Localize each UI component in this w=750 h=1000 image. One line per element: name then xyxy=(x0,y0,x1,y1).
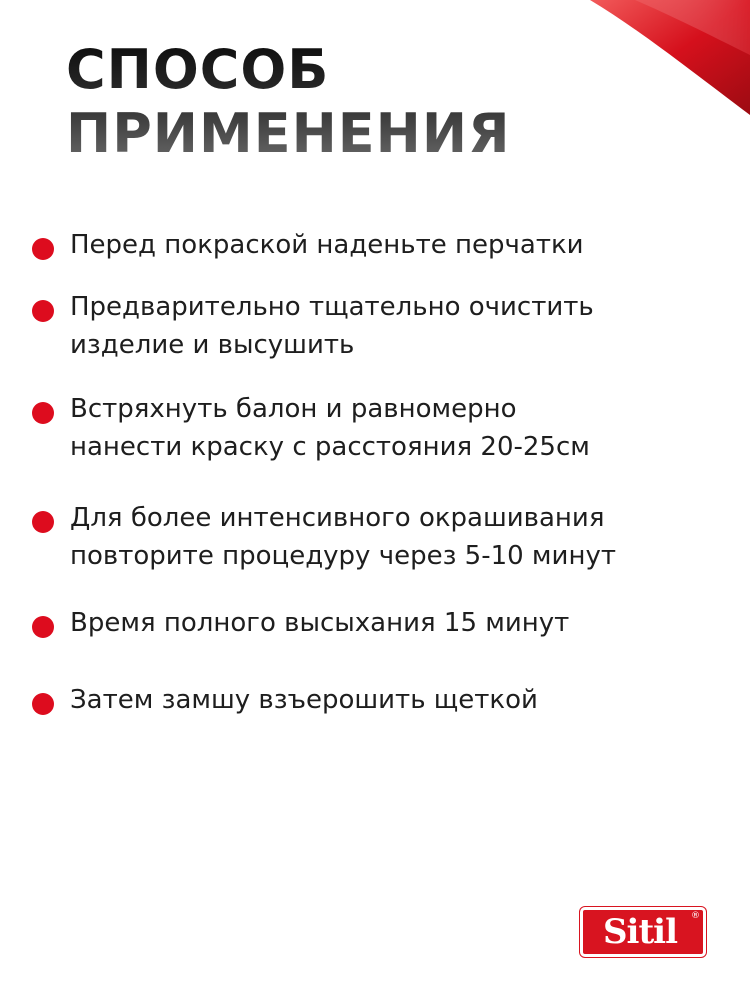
instruction-text xyxy=(70,604,710,642)
red-dot-icon xyxy=(32,238,54,260)
instruction-line: Затем замшу взъерошить щеткой xyxy=(70,685,538,715)
instruction-text xyxy=(70,288,710,364)
instruction-line: Для более интенсивного окрашивания xyxy=(70,503,605,533)
instruction-line: Предварительно тщательно очистить xyxy=(70,292,594,322)
red-dot-icon xyxy=(32,402,54,424)
sitil-logo xyxy=(580,907,706,957)
instruction-text xyxy=(70,226,710,264)
page-title xyxy=(66,38,511,166)
red-dot-icon xyxy=(32,616,54,638)
instruction-text xyxy=(70,499,710,575)
red-dot-icon xyxy=(32,300,54,322)
title-line-2: ПРИМЕНЕНИЯ xyxy=(66,102,511,165)
instruction-line: нанести краску с расстояния 20-25см xyxy=(70,432,590,462)
instruction-line: Перед покраской наденьте перчатки xyxy=(70,230,584,260)
instruction-line: повторите процедуру через 5-10 минут xyxy=(70,541,616,571)
instruction-text xyxy=(70,390,710,466)
red-dot-icon xyxy=(32,693,54,715)
logo-wordmark: Sitil xyxy=(602,912,677,952)
instruction-line: Встряхнуть балон и равномерно xyxy=(70,394,517,424)
title-line-1: СПОСОБ xyxy=(66,38,330,101)
registered-mark: ® xyxy=(691,911,700,921)
red-dot-icon xyxy=(32,511,54,533)
instruction-line: изделие и высушить xyxy=(70,330,355,360)
instruction-line: Время полного высыхания 15 минут xyxy=(70,608,570,638)
instruction-text xyxy=(70,681,710,719)
